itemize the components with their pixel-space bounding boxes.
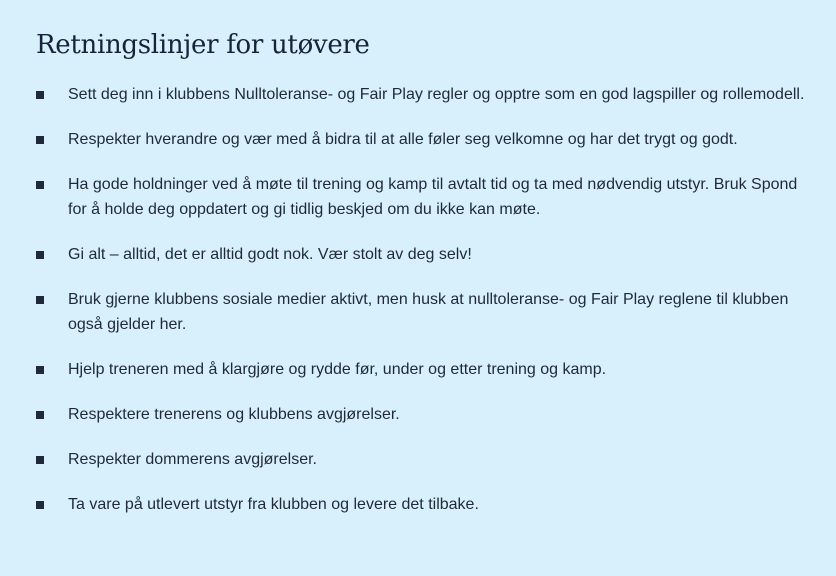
list-item-text: Bruk gjerne klubbens sosiale medier aktivt, men husk at nulltoleranse- og Fair Play reglene til klubben også gjelder her.: [68, 291, 789, 333]
square-bullet-icon: [36, 501, 44, 509]
guidelines-list: [36, 82, 806, 517]
square-bullet-icon: [36, 181, 44, 189]
list-item: [36, 447, 806, 472]
list-item-text: Ha gode holdninger ved å møte til trening og kamp til avtalt tid og ta med nødvendig utstyr. Bruk Spond for å holde deg oppdatert og gi tidlig beskjed om du ikke kan møte.: [68, 176, 798, 218]
square-bullet-icon: [36, 411, 44, 419]
square-bullet-icon: [36, 251, 44, 259]
square-bullet-icon: [36, 296, 44, 304]
square-bullet-icon: [36, 91, 44, 99]
square-bullet-icon: [36, 366, 44, 374]
page-title: Retningslinjer for utøvere: [36, 30, 370, 60]
list-item-text: Respekter dommerens avgjørelser.: [68, 451, 317, 468]
list-item: [36, 172, 806, 222]
square-bullet-icon: [36, 136, 44, 144]
list-item: [36, 242, 806, 267]
list-item: [36, 492, 806, 517]
list-item-text: Hjelp treneren med å klargjøre og rydde før, under og etter trening og kamp.: [68, 361, 607, 378]
list-item: [36, 287, 806, 337]
list-item: [36, 402, 806, 427]
square-bullet-icon: [36, 456, 44, 464]
list-item: [36, 127, 806, 152]
list-item-text: Respektere trenerens og klubbens avgjørelser.: [68, 406, 400, 423]
list-item-text: Ta vare på utlevert utstyr fra klubben og levere det tilbake.: [68, 496, 479, 513]
list-item: [36, 82, 806, 107]
list-item-text: Sett deg inn i klubbens Nulltoleranse- og Fair Play regler og opptre som en god lagspiller og rollemodell.: [68, 86, 805, 103]
list-item-text: Respekter hverandre og vær med å bidra til at alle føler seg velkomne og har det trygt og godt.: [68, 131, 738, 148]
list-item: [36, 357, 806, 382]
list-item-text: Gi alt – alltid, det er alltid godt nok. Vær stolt av deg selv!: [68, 246, 472, 263]
